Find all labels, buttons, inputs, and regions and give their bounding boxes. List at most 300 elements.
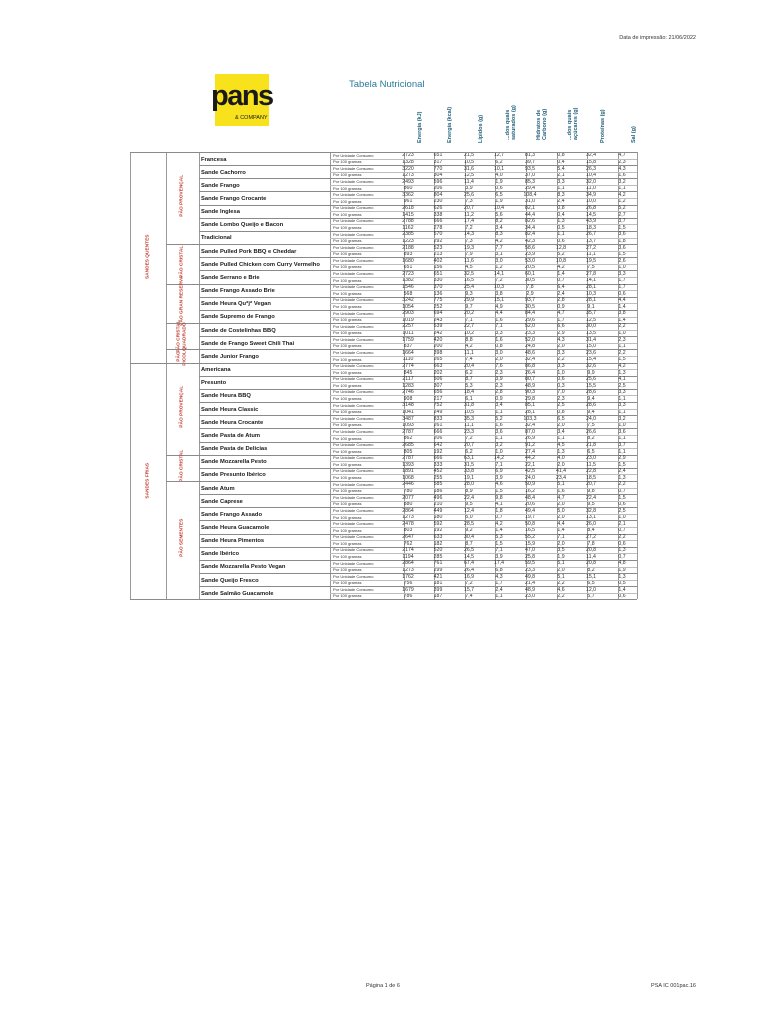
nutrition-value: 48,9 [524,586,536,593]
nutrition-value: 82,6 [524,218,536,225]
row-divider [330,593,637,594]
nutrition-value: 14,1 [493,270,505,277]
nutrition-value: 1,6 [618,172,626,179]
row-type-label: Por Unidade Consumo [333,481,374,487]
nutrition-value: 7,1 [465,316,473,323]
row-type-label: Por 100 gramas [333,527,362,533]
nutrition-value: 10,5 [463,409,475,416]
nutrition-value: 4,2 [465,343,473,350]
column-header-label: Sal (g) [631,126,637,143]
nutrition-value: 2,8 [557,297,565,304]
nutrition-value: 21,8 [585,441,597,448]
nutrition-value: 27,4 [524,448,536,455]
nutrition-value: 786 [403,593,413,600]
nutrition-value: 3,1 [495,251,503,258]
nutrition-value: 4,4 [495,310,503,317]
print-date: Data de impressão: 21/06/2022 [619,35,696,41]
nutrition-value: 27,2 [585,244,597,251]
nutrition-value: 32,6 [585,362,597,369]
product-name: Sande Pulled Chicken com Curry Vermelho [201,261,320,268]
nutrition-value: 752 [433,402,443,409]
bread-group-label: PÃO CRISTAL QUADRADO [176,320,187,353]
nutrition-value: 1,1 [618,448,626,455]
row-type-label: Por Unidade Consumo [333,468,374,474]
product-name: Sande de Frango Sweet Chili Thai [201,340,295,347]
product-name: Sande Frango Crocante [201,195,267,202]
nutrition-value: 242 [433,330,443,337]
nutrition-value: 317 [433,158,443,165]
nutrition-value: 8,7 [465,376,473,383]
nutrition-value: 2,0 [557,343,565,350]
nutrition-value: 206 [433,185,443,192]
row-type-label: Por Unidade Consumo [333,573,374,579]
nutrition-value: 1194 [402,553,414,560]
nutrition-value: 16,5 [463,277,475,284]
row-type-label: Por Unidade Consumo [333,442,374,448]
nutrition-value: 9,5 [587,501,595,508]
nutrition-value: 6,9 [495,468,503,475]
nutrition-value: 7,8 [587,540,595,547]
nutrition-value: 2,0 [495,356,503,363]
nutrition-value: 2,0 [557,501,565,508]
row-type-label: Por 100 gramas [333,553,362,559]
nutrition-value: 22,1 [524,461,536,468]
nutrition-value: 11,1 [586,251,596,258]
nutrition-value: 29,9 [463,297,475,304]
nutrition-value: 0,9 [557,303,565,310]
nutrition-value: 1393 [402,461,414,468]
nutrition-value: 39,7 [524,158,536,165]
nutrition-value: 3,4 [495,224,503,231]
nutrition-value: 18,4 [463,389,475,396]
nutrition-value: 26,6 [585,428,597,435]
nutrition-value: 9,4 [587,395,595,402]
row-type-label: Por Unidade Consumo [333,560,374,566]
row-divider [330,159,637,160]
row-divider [330,435,637,436]
nutrition-value: 2723 [402,152,414,159]
nutrition-value: 1,0 [618,330,626,337]
nutrition-value: 28,5 [463,520,475,527]
nutrition-value: 91,2 [524,441,536,448]
row-type-label: Por Unidade Consumo [333,323,374,329]
nutrition-value: 2478 [402,520,414,527]
product-name: Sande Mozzarella Pesto Vegan [201,564,286,571]
nutrition-value: 3,7 [618,218,626,225]
nutrition-value: 3362 [402,191,414,198]
nutrition-value: 5,3 [465,382,473,389]
nutrition-value: 90,3 [524,389,536,396]
nutrition-value: 803 [403,527,413,534]
nutrition-value: 651 [433,152,443,159]
product-name: Sande Pasta de Delicias [201,446,268,453]
nutrition-value: 33,8 [463,468,475,475]
nutrition-value: 20,5 [524,264,536,271]
column-divider [637,152,638,599]
nutrition-value: 1,1 [495,409,503,416]
product-name: Francesa [201,156,227,163]
nutrition-value: 2,3 [618,158,626,165]
nutrition-value: 4,6 [557,586,565,593]
nutrition-value: 5,6 [495,211,503,218]
nutrition-value: 3487 [402,415,414,422]
nutrition-value: 1,3 [557,448,565,455]
nutrition-value: 2,4 [618,468,626,475]
nutrition-value: 4,2 [557,264,565,271]
nutrition-value: 6,6 [557,323,565,330]
section-divider [130,599,637,600]
nutrition-value: 48,4 [524,494,536,501]
nutrition-value: 23,9 [524,251,536,258]
nutrition-value: 108,4 [523,191,537,198]
product-name: Sande Inglesa [201,209,240,216]
nutrition-value: 1,4 [618,303,626,310]
column-divider [166,152,167,599]
nutrition-value: 82,1 [524,205,536,212]
nutrition-value: 2723 [402,270,414,277]
nutrition-value: 6,8 [495,566,503,573]
nutrition-value: 28,1 [585,284,597,290]
nutrition-value: 7,1 [557,534,565,541]
row-type-label: Por 100 gramas [333,330,362,336]
nutrition-value: 2188 [402,244,414,251]
nutrition-value: 2077 [402,494,414,501]
nutrition-value: 4,2 [618,362,626,369]
nutrition-value: 1223 [402,237,414,244]
nutrition-value: 4,4 [618,297,626,304]
nutrition-value: 780 [403,487,413,494]
nutrition-value: 1,7 [618,284,626,290]
nutrition-value: 4,4 [557,520,565,527]
row-divider [330,317,637,318]
nutrition-value: 2774 [402,362,414,369]
nutrition-value: 26,0 [585,520,597,527]
row-divider [330,448,637,449]
nutrition-value: 833 [433,415,443,422]
nutrition-value: 11,5 [586,461,596,468]
nutrition-value: 0,9 [495,395,503,402]
row-type-label: Por 100 gramas [333,198,362,204]
nutrition-value: 12,5 [463,172,475,179]
nutrition-value: 1382 [402,277,414,284]
nutrition-value: 762 [403,540,413,547]
nutrition-value: 4,7 [557,494,565,501]
nutrition-value: 2787 [402,455,414,462]
nutrition-value: 2,0 [557,514,565,521]
nutrition-value: 3,2 [618,415,626,422]
nutrition-value: 12,8 [555,244,567,251]
nutrition-value: 420 [433,336,443,343]
nutrition-value: 8,8 [465,336,473,343]
product-name: Presunto [201,380,227,387]
nutrition-value: 333 [433,461,443,468]
nutrition-value: 496 [433,494,443,501]
nutrition-value: 55,2 [524,534,536,541]
nutrition-value: 666 [433,455,443,462]
row-type-label: Por 100 gramas [333,238,362,244]
nutrition-value: 249 [433,409,443,416]
nutrition-value: 1679 [402,586,414,593]
row-type-label: Por Unidade Consumo [333,494,374,500]
nutrition-value: 1,1 [557,435,565,442]
nutrition-value: 10,8 [555,257,567,264]
nutrition-value: 8,4 [587,527,595,534]
nutrition-value: 1762 [402,573,414,580]
logo-subtitle: & COMPANY [235,115,268,121]
product-name: Sande Serrano e Brie [201,274,260,281]
nutrition-value: 2685 [402,441,414,448]
nutrition-value: 2117 [402,376,414,383]
nutrition-value: 63,1 [463,455,475,462]
nutrition-value: 52,0 [524,323,536,330]
nutrition-value: 0,6 [618,593,626,600]
nutrition-value: 14,2 [493,455,505,462]
nutrition-value: 30,5 [524,303,536,310]
nutrition-value: 25,4 [463,284,475,290]
nutrition-value: 26,4 [463,566,475,573]
nutrition-value: 9,1 [587,303,595,310]
nutrition-value: 1093 [402,422,414,429]
nutrition-value: 187 [433,593,443,600]
nutrition-value: 1,5 [618,224,626,231]
nutrition-value: 28,0 [463,481,475,488]
nutrition-value: 9,3 [465,290,473,297]
product-name: Sande Frango [201,182,240,189]
nutrition-value: 15,1 [493,297,505,304]
nutrition-value: 14,5 [585,211,597,218]
nutrition-value: 2,0 [557,540,565,547]
row-type-label: Por Unidade Consumo [333,402,374,408]
nutrition-value: 15,1 [585,573,597,580]
column-header-label: ...dos quais saturados (g) [505,105,517,140]
nutrition-value: 1,3 [557,218,565,225]
nutrition-value: 243 [433,316,443,323]
nutrition-value: 2,5 [618,507,626,514]
row-type-label: Por Unidade Consumo [333,178,374,184]
nutrition-value: 893 [403,251,413,258]
nutrition-value: 1273 [402,514,414,521]
row-type-label: Por Unidade Consumo [333,284,374,290]
column-divider [130,152,131,599]
nutrition-value: 32,0 [585,178,597,185]
nutrition-value: 15,0 [585,343,597,350]
product-name: Sande Heura Pimentos [201,538,265,545]
nutrition-value: 15,8 [585,158,597,165]
nutrition-value: 32,8 [585,507,597,514]
nutrition-value: 85,1 [524,402,536,409]
nutrition-value: 15,9 [524,540,536,547]
nutrition-value: 7,6 [495,362,503,369]
nutrition-value: 4,1 [618,376,626,383]
nutrition-value: 1,1 [618,185,626,192]
nutrition-value: 1054 [402,303,414,310]
nutrition-value: 23,0 [524,593,536,600]
row-type-label: Por Unidade Consumo [333,297,374,303]
nutrition-value: 1,5 [495,540,503,547]
nutrition-value: 8,2 [495,218,503,225]
nutrition-value: 6,4 [557,284,565,290]
product-name: Sande Frango Assado Brie [201,288,275,295]
nutrition-value: 2,1 [618,520,626,527]
row-type-label: Por 100 gramas [333,435,362,441]
bread-group-label: PÃO PROVENÇAL [179,385,185,428]
nutrition-value: 3,9 [465,185,473,192]
nutrition-value: 21,4 [524,580,536,587]
nutrition-value: 399 [433,586,443,593]
nutrition-value: 1,1 [495,593,503,600]
nutrition-value: 1415 [402,211,414,218]
nutrition-value: 6,2 [495,158,503,165]
nutrition-value: 50,8 [524,520,536,527]
row-type-label: Por Unidade Consumo [333,205,374,211]
nutrition-value: 7,4 [465,593,473,600]
product-name: Sande Pasta de Atum [201,432,261,439]
row-type-label: Por Unidade Consumo [333,271,374,277]
column-header-label: ...dos quais açúcares (g) [567,107,579,140]
nutrition-value: 666 [433,428,443,435]
nutrition-value: 52,0 [524,336,536,343]
nutrition-value: 0,6 [557,376,565,383]
nutrition-value: 16,9 [463,573,475,580]
nutrition-value: 48,6 [524,349,536,356]
nutrition-value: 1,9 [495,198,503,205]
row-type-label: Por 100 gramas [333,475,362,481]
nutrition-value: 330 [433,277,443,284]
nutrition-value: 181 [433,580,443,587]
product-name: Sande Mozzarella Pesto [201,459,267,466]
nutrition-value: 3,4 [495,402,503,409]
nutrition-value: 5,7 [587,593,595,600]
nutrition-value: 1162 [402,224,414,231]
nutrition-value: 1,2 [495,264,503,271]
row-divider [330,567,637,568]
nutrition-value: 26,9 [524,435,536,442]
nutrition-value: 3,2 [495,441,503,448]
nutrition-value: 9,8 [495,494,503,501]
nutrition-value: 19,1 [463,474,475,481]
nutrition-value: 860 [403,185,413,192]
nutrition-value: 0,6 [618,540,626,547]
nutrition-value: 1,0 [618,264,626,271]
row-type-label: Por Unidade Consumo [333,428,374,434]
row-type-label: Por 100 gramas [333,356,362,362]
nutrition-value: 20,6 [524,501,536,508]
row-type-label: Por Unidade Consumo [333,376,374,382]
nutrition-value: 1,1 [557,185,565,192]
nutrition-value: 13,5 [585,330,597,337]
nutrition-value: 0,7 [495,514,503,521]
nutrition-value: 11,4 [586,553,596,560]
nutrition-value: 5,1 [557,560,565,567]
nutrition-value: 4,3 [618,165,626,172]
row-divider [330,409,637,410]
nutrition-value: 1273 [402,566,414,573]
product-name: Americana [201,367,231,374]
nutrition-value: 805 [403,448,413,455]
nutrition-value: 449 [433,507,443,514]
nutrition-value: 10,1 [493,165,505,172]
nutrition-value: 9,5 [465,501,473,508]
row-type-label: Por 100 gramas [333,317,362,323]
product-name: Tradicional [201,235,232,242]
nutrition-value: 44,2 [524,455,536,462]
row-type-label: Por Unidade Consumo [333,455,374,461]
nutrition-value: 2864 [402,507,414,514]
nutrition-value: 30,4 [463,534,475,541]
product-name: Sande Pulled Pork BBQ e Cheddar [201,248,297,255]
nutrition-value: 25,6 [463,191,475,198]
row-divider [330,488,637,489]
nutrition-value: 10,4 [493,205,505,212]
nutrition-value: 28,6 [585,402,597,409]
nutrition-value: 651 [433,270,443,277]
nutrition-value: 770 [433,165,443,172]
nutrition-value: 292 [433,237,443,244]
row-divider [330,580,637,581]
nutrition-value: 0,8 [557,205,565,212]
nutrition-value: 9,9 [587,369,595,376]
nutrition-value: 206 [433,435,443,442]
row-type-label: Por 100 gramas [333,409,362,415]
nutrition-value: 10,4 [585,172,597,179]
nutrition-value: 7,3 [465,198,473,205]
row-type-label: Por 100 gramas [333,251,362,257]
nutrition-value: 6,2 [465,448,473,455]
nutrition-value: 37,0 [524,172,536,179]
nutrition-value: 2446 [402,481,414,488]
row-type-label: Por Unidade Consumo [333,507,374,513]
nutrition-value: 0,3 [557,382,565,389]
nutrition-value: 1,8 [618,237,626,244]
nutrition-value: 3,4 [557,428,565,435]
nutrition-value: 18,3 [585,224,597,231]
nutrition-value: 3,3 [618,389,626,396]
nutrition-value: 6,2 [465,369,473,376]
nutrition-value: 7,1 [495,547,503,554]
nutrition-value: 29,8 [524,395,536,402]
row-divider [330,514,637,515]
nutrition-value: 2,1 [557,172,565,179]
nutrition-value: 15,7 [463,586,475,593]
nutrition-value: 32,4 [524,422,536,429]
nutrition-value: 10,2 [463,330,475,337]
product-name: Sande Salmão Guacamole [201,590,274,597]
nutrition-value: 261 [433,422,443,429]
nutrition-value: 1,6 [495,422,503,429]
nutrition-value: 1,1 [618,435,626,442]
row-divider [330,303,637,304]
nutrition-value: 656 [433,389,443,396]
row-type-label: Por 100 gramas [333,264,362,270]
nutrition-value: 192 [433,448,443,455]
nutrition-value: 26,7 [585,231,597,238]
nutrition-value: 2,2 [618,534,626,541]
product-name: Sande Heura Qu*j* Vegan [201,301,271,308]
row-type-label: Por 100 gramas [333,501,362,507]
column-header-label: Hidratos de Carbono (g) [536,108,548,140]
nutrition-value: 35,3 [463,415,475,422]
product-name: Sande Heura Classic [201,406,259,413]
product-name: Sande Heura BBQ [201,393,251,400]
nutrition-value: 3,8 [495,290,503,297]
row-type-label: Por 100 gramas [333,448,362,454]
nutrition-value: 880 [403,501,413,508]
nutrition-value: 24,0 [585,415,597,422]
nutrition-value: 210 [433,501,443,508]
nutrition-value: 285 [433,553,443,560]
nutrition-value: 2647 [402,534,414,541]
row-divider [330,540,637,541]
